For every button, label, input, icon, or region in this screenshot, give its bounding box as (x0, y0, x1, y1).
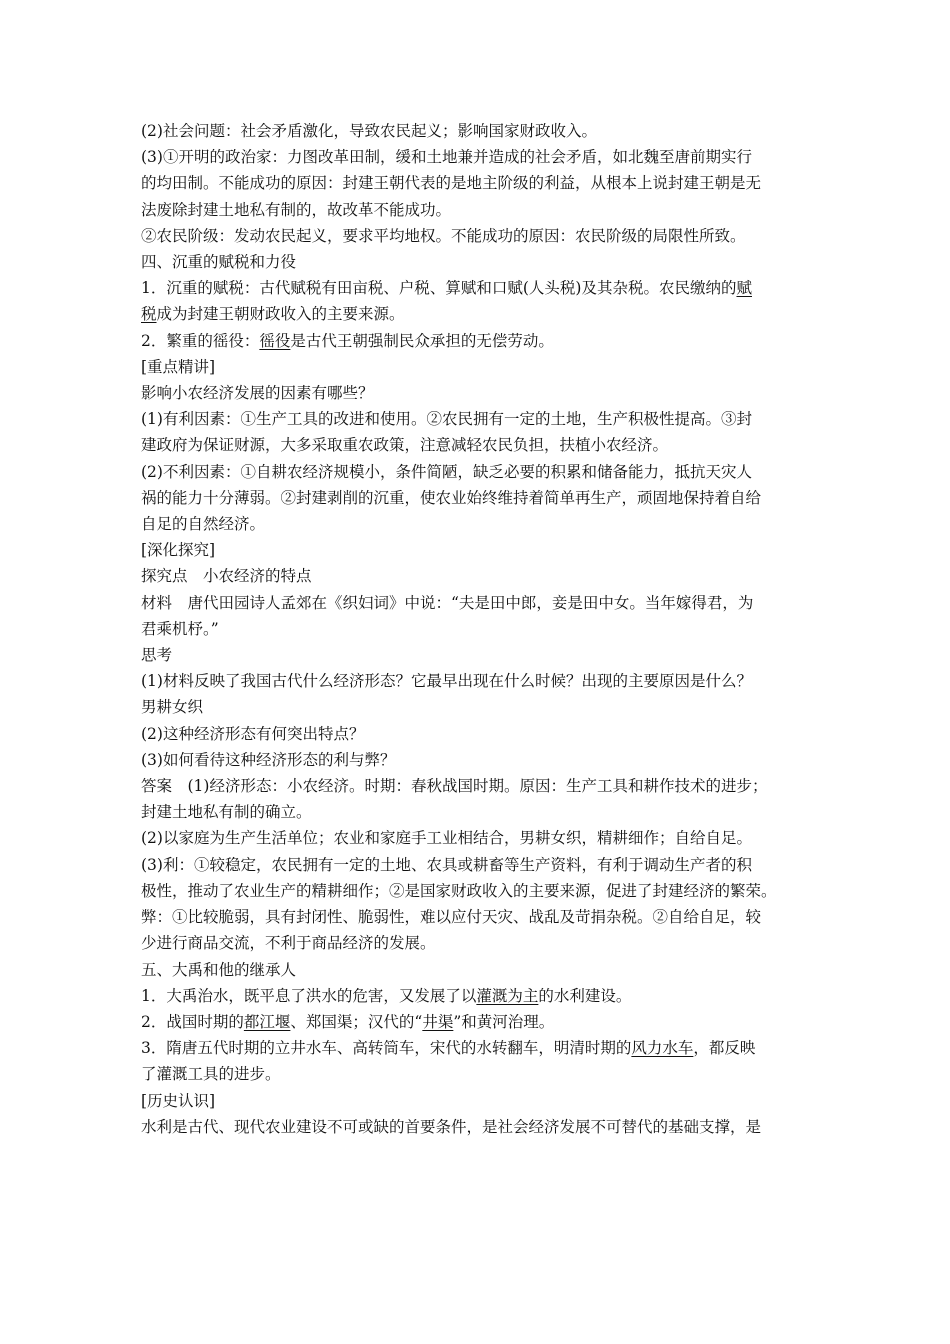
text-line (141, 825, 813, 851)
text-segment: (2)社会问题：社会矛盾激化，导致农民起义；影响国家财政收入。 (141, 122, 597, 140)
text-line (141, 904, 813, 930)
text-segment: (2)这种经济形态有何突出特点？ (141, 724, 365, 743)
text-segment: (1)材料反映了我国古代什么经济形态？它最早出现在什么时候？出现的主要原因是什么？ (141, 672, 752, 691)
text-line (141, 511, 813, 537)
text-line (141, 301, 813, 327)
text-line (141, 354, 813, 380)
text-segment: [历史认识] (141, 1091, 216, 1110)
text-segment: 2．繁重的徭役： (141, 331, 260, 350)
text-line (141, 642, 813, 668)
underlined-answer: 税 (141, 305, 157, 324)
text-segment: [深化探究] (141, 541, 216, 560)
underlined-answer: 赋 (736, 279, 752, 298)
text-segment: 成为封建王朝财政收入的主要来源。 (156, 305, 405, 324)
text-segment: ②农民阶级：发动农民起义，要求平均地权。不能成功的原因：农民阶级的局限性所致。 (141, 226, 746, 245)
text-segment: 思考 (141, 646, 173, 665)
text-line (141, 983, 813, 1009)
text-line (141, 485, 813, 511)
text-segment: 是古代王朝强制民众承担的无偿劳动。 (290, 331, 554, 350)
text-line (141, 537, 813, 563)
text-segment: [重点精讲] (141, 357, 216, 376)
text-segment: 答案 (1)经济形态：小农经济。时期：春秋战国时期。原因：生产工具和耕作技术的进步； (141, 777, 768, 796)
text-line (141, 1088, 813, 1114)
document-body (141, 118, 813, 1140)
text-segment: 影响小农经济发展的因素有哪些？ (141, 384, 374, 403)
text-line (141, 852, 813, 878)
text-segment: 的均田制。不能成功的原因：封建王朝代表的是地主阶级的利益，从根本上说封建王朝是无 (141, 174, 762, 193)
text-line (141, 799, 813, 825)
text-segment: 水利是古代、现代农业建设不可或缺的首要条件，是社会经济发展不可替代的基础支撑，是 (141, 1117, 762, 1136)
text-segment: 男耕女织 (141, 698, 204, 717)
text-line (141, 170, 813, 196)
underlined-answer: 徭役 (259, 331, 291, 350)
text-line (141, 249, 813, 275)
text-line (141, 957, 813, 983)
text-line (141, 144, 813, 170)
text-segment: 的水利建设。 (538, 986, 632, 1005)
text-segment: 五、大禹和他的继承人 (141, 960, 297, 979)
text-segment: (3)如何看待这种经济形态的利与弊？ (141, 750, 396, 769)
text-line (141, 668, 813, 694)
text-segment: 法废除封建土地私有制的，故改革不能成功。 (141, 200, 452, 219)
underlined-answer: 灌溉为主 (476, 986, 539, 1005)
text-segment: (1)有利因素：①生产工具的改进和使用。②农民拥有一定的土地，生产积极性提高。③封 (141, 410, 752, 429)
text-line (141, 223, 813, 249)
text-segment: 材料 唐代田园诗人孟郊在《织妇词》中说：“夫是田中郎，妾是田中女。当年嫁得君，为 (141, 593, 754, 612)
text-segment: (2)不利因素：①自耕农经济规模小，条件简陋，缺乏必要的积累和储备能力，抵抗天灾人 (141, 462, 752, 481)
underlined-answer: 井渠 (422, 1012, 454, 1031)
text-line (141, 694, 813, 720)
text-segment: 自足的自然经济。 (141, 515, 266, 534)
text-line (141, 616, 813, 642)
text-line (141, 1009, 813, 1035)
text-line (141, 406, 813, 432)
text-segment: 建政府为保证财源，大多采取重农政策，注意减轻农民负担，扶植小农经济。 (141, 436, 669, 455)
text-segment: 弊：①比较脆弱，具有封闭性、脆弱性，难以应付天灾、战乱及苛捐杂税。②自给自足，较 (141, 908, 762, 927)
text-segment: ，都反映 (693, 1039, 756, 1058)
text-line (141, 773, 813, 799)
text-line (141, 930, 813, 956)
text-line (141, 878, 813, 904)
text-segment: (3)利：①较稳定，农民拥有一定的土地、农具或耕畜等生产资料，有利于调动生产者的积 (141, 855, 752, 874)
text-segment: 1．大禹治水，既平息了洪水的危害，又发展了以 (141, 986, 477, 1005)
text-segment: 1．沉重的赋税：古代赋税有田亩税、户税、算赋和口赋(人头税)及其杂税。农民缴纳的 (141, 279, 737, 298)
text-segment: 封建土地私有制的确立。 (141, 803, 312, 822)
text-segment: 四、沉重的赋税和力役 (141, 253, 297, 272)
text-segment: 君乘机杼。” (141, 619, 219, 638)
text-line (141, 1035, 813, 1061)
text-segment: 了灌溉工具的进步。 (141, 1065, 281, 1084)
text-line (141, 197, 813, 223)
text-segment: (3)①开明的政治家：力图改革田制，缓和土地兼并造成的社会矛盾，如北魏至唐前期实行 (141, 148, 752, 167)
text-line (141, 275, 813, 301)
underlined-answer: 都江堰 (243, 1012, 291, 1031)
text-segment: (2)以家庭为生产生活单位；农业和家庭手工业相结合，男耕女织，精耕细作；自给自足。 (141, 829, 752, 848)
text-line (141, 747, 813, 773)
text-segment: 、郑国渠；汉代的“ (290, 1012, 423, 1031)
text-segment: ”和黄河治理。 (453, 1012, 555, 1031)
text-segment: 少进行商品交流，不利于商品经济的发展。 (141, 934, 436, 953)
text-line (141, 1114, 813, 1140)
text-segment: 祸的能力十分薄弱。②封建剥削的沉重，使农业始终维持着简单再生产，顽固地保持着自给 (141, 488, 762, 507)
text-line (141, 380, 813, 406)
underlined-answer: 风力水车 (631, 1039, 694, 1058)
text-line (141, 721, 813, 747)
text-segment: 3．隋唐五代时期的立井水车、高转筒车，宋代的水转翻车，明清时期的 (141, 1039, 632, 1058)
text-line (141, 1061, 813, 1087)
text-segment: 极性，推动了农业生产的精耕细作；②是国家财政收入的主要来源，促进了封建经济的繁荣。 (141, 881, 777, 900)
text-segment: 2．战国时期的 (141, 1012, 244, 1031)
text-line (141, 459, 813, 485)
text-line (141, 432, 813, 458)
text-line (141, 590, 813, 616)
text-line (141, 328, 813, 354)
text-segment: 探究点 小农经济的特点 (141, 567, 312, 586)
text-line (141, 118, 813, 144)
text-line (141, 563, 813, 589)
